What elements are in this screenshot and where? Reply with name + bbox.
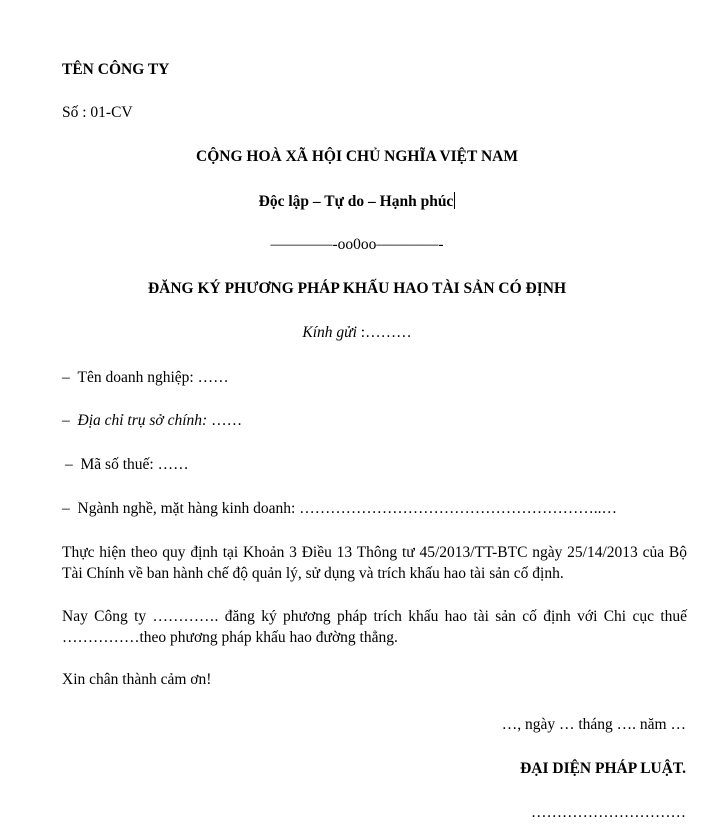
field-label: Mã số thuế: bbox=[80, 456, 154, 473]
field-value: …… bbox=[207, 412, 243, 429]
field-label: Tên doanh nghiệp: bbox=[77, 369, 194, 386]
motto-text: Độc lập – Tự do – Hạnh phúc bbox=[258, 193, 454, 210]
field-label: Địa chỉ trụ sở chính: bbox=[77, 412, 208, 429]
company-name: TÊN CÔNG TY bbox=[62, 61, 170, 78]
field-bullet: – bbox=[62, 369, 70, 386]
field-company-name bbox=[62, 368, 229, 388]
body-paragraph-2: Nay Công ty …………. đăng ký phương pháp trích khấu hao tài sản cố định với Chi cục thuế ……………theo phương pháp khấu hao đường thẳng. bbox=[62, 608, 687, 646]
body-paragraph-1: Thực hiện theo quy định tại Khoản 3 Điều 13 Thông tư 45/2013/TT-BTC ngày 25/14/2013 của Bộ Tài Chính về ban hành chế độ quản lý, sử dụng và trích khấu hao tài sản cố định. bbox=[62, 544, 687, 582]
field-label: Ngành nghề, mặt hàng kinh doanh: bbox=[77, 500, 296, 517]
closing-text: Xin chân thành cảm ơn! bbox=[62, 671, 212, 688]
field-value: …………………………………………………..… bbox=[295, 500, 617, 517]
field-bullet: – bbox=[62, 500, 70, 517]
recipient-value: :……… bbox=[356, 324, 412, 341]
legal-representative: ĐẠI DIỆN PHÁP LUẬT. bbox=[520, 760, 686, 777]
text-cursor bbox=[454, 192, 455, 209]
field-bullet: – bbox=[62, 412, 70, 429]
field-tax-code bbox=[65, 455, 189, 475]
document-title: ĐĂNG KÝ PHƯƠNG PHÁP KHẤU HAO TÀI SẢN CÓ ĐỊNH bbox=[147, 280, 567, 297]
signature-line: ………………………… bbox=[531, 804, 686, 821]
date-line: …, ngày … tháng …. năm … bbox=[501, 716, 686, 733]
field-bullet: – bbox=[65, 456, 73, 473]
separator-line: ————-oo0oo————- bbox=[270, 236, 444, 253]
recipient-line bbox=[0, 323, 714, 343]
field-value: …… bbox=[193, 369, 229, 386]
nation-title: CỘNG HOÀ XÃ HỘI CHỦ NGHĨA VIỆT NAM bbox=[196, 148, 518, 165]
field-business-line bbox=[62, 499, 617, 519]
recipient-label: Kính gửi bbox=[302, 324, 357, 341]
field-address bbox=[62, 411, 242, 431]
document-number: Số : 01-CV bbox=[62, 104, 133, 121]
field-value: …… bbox=[153, 456, 189, 473]
motto-line bbox=[0, 192, 714, 212]
